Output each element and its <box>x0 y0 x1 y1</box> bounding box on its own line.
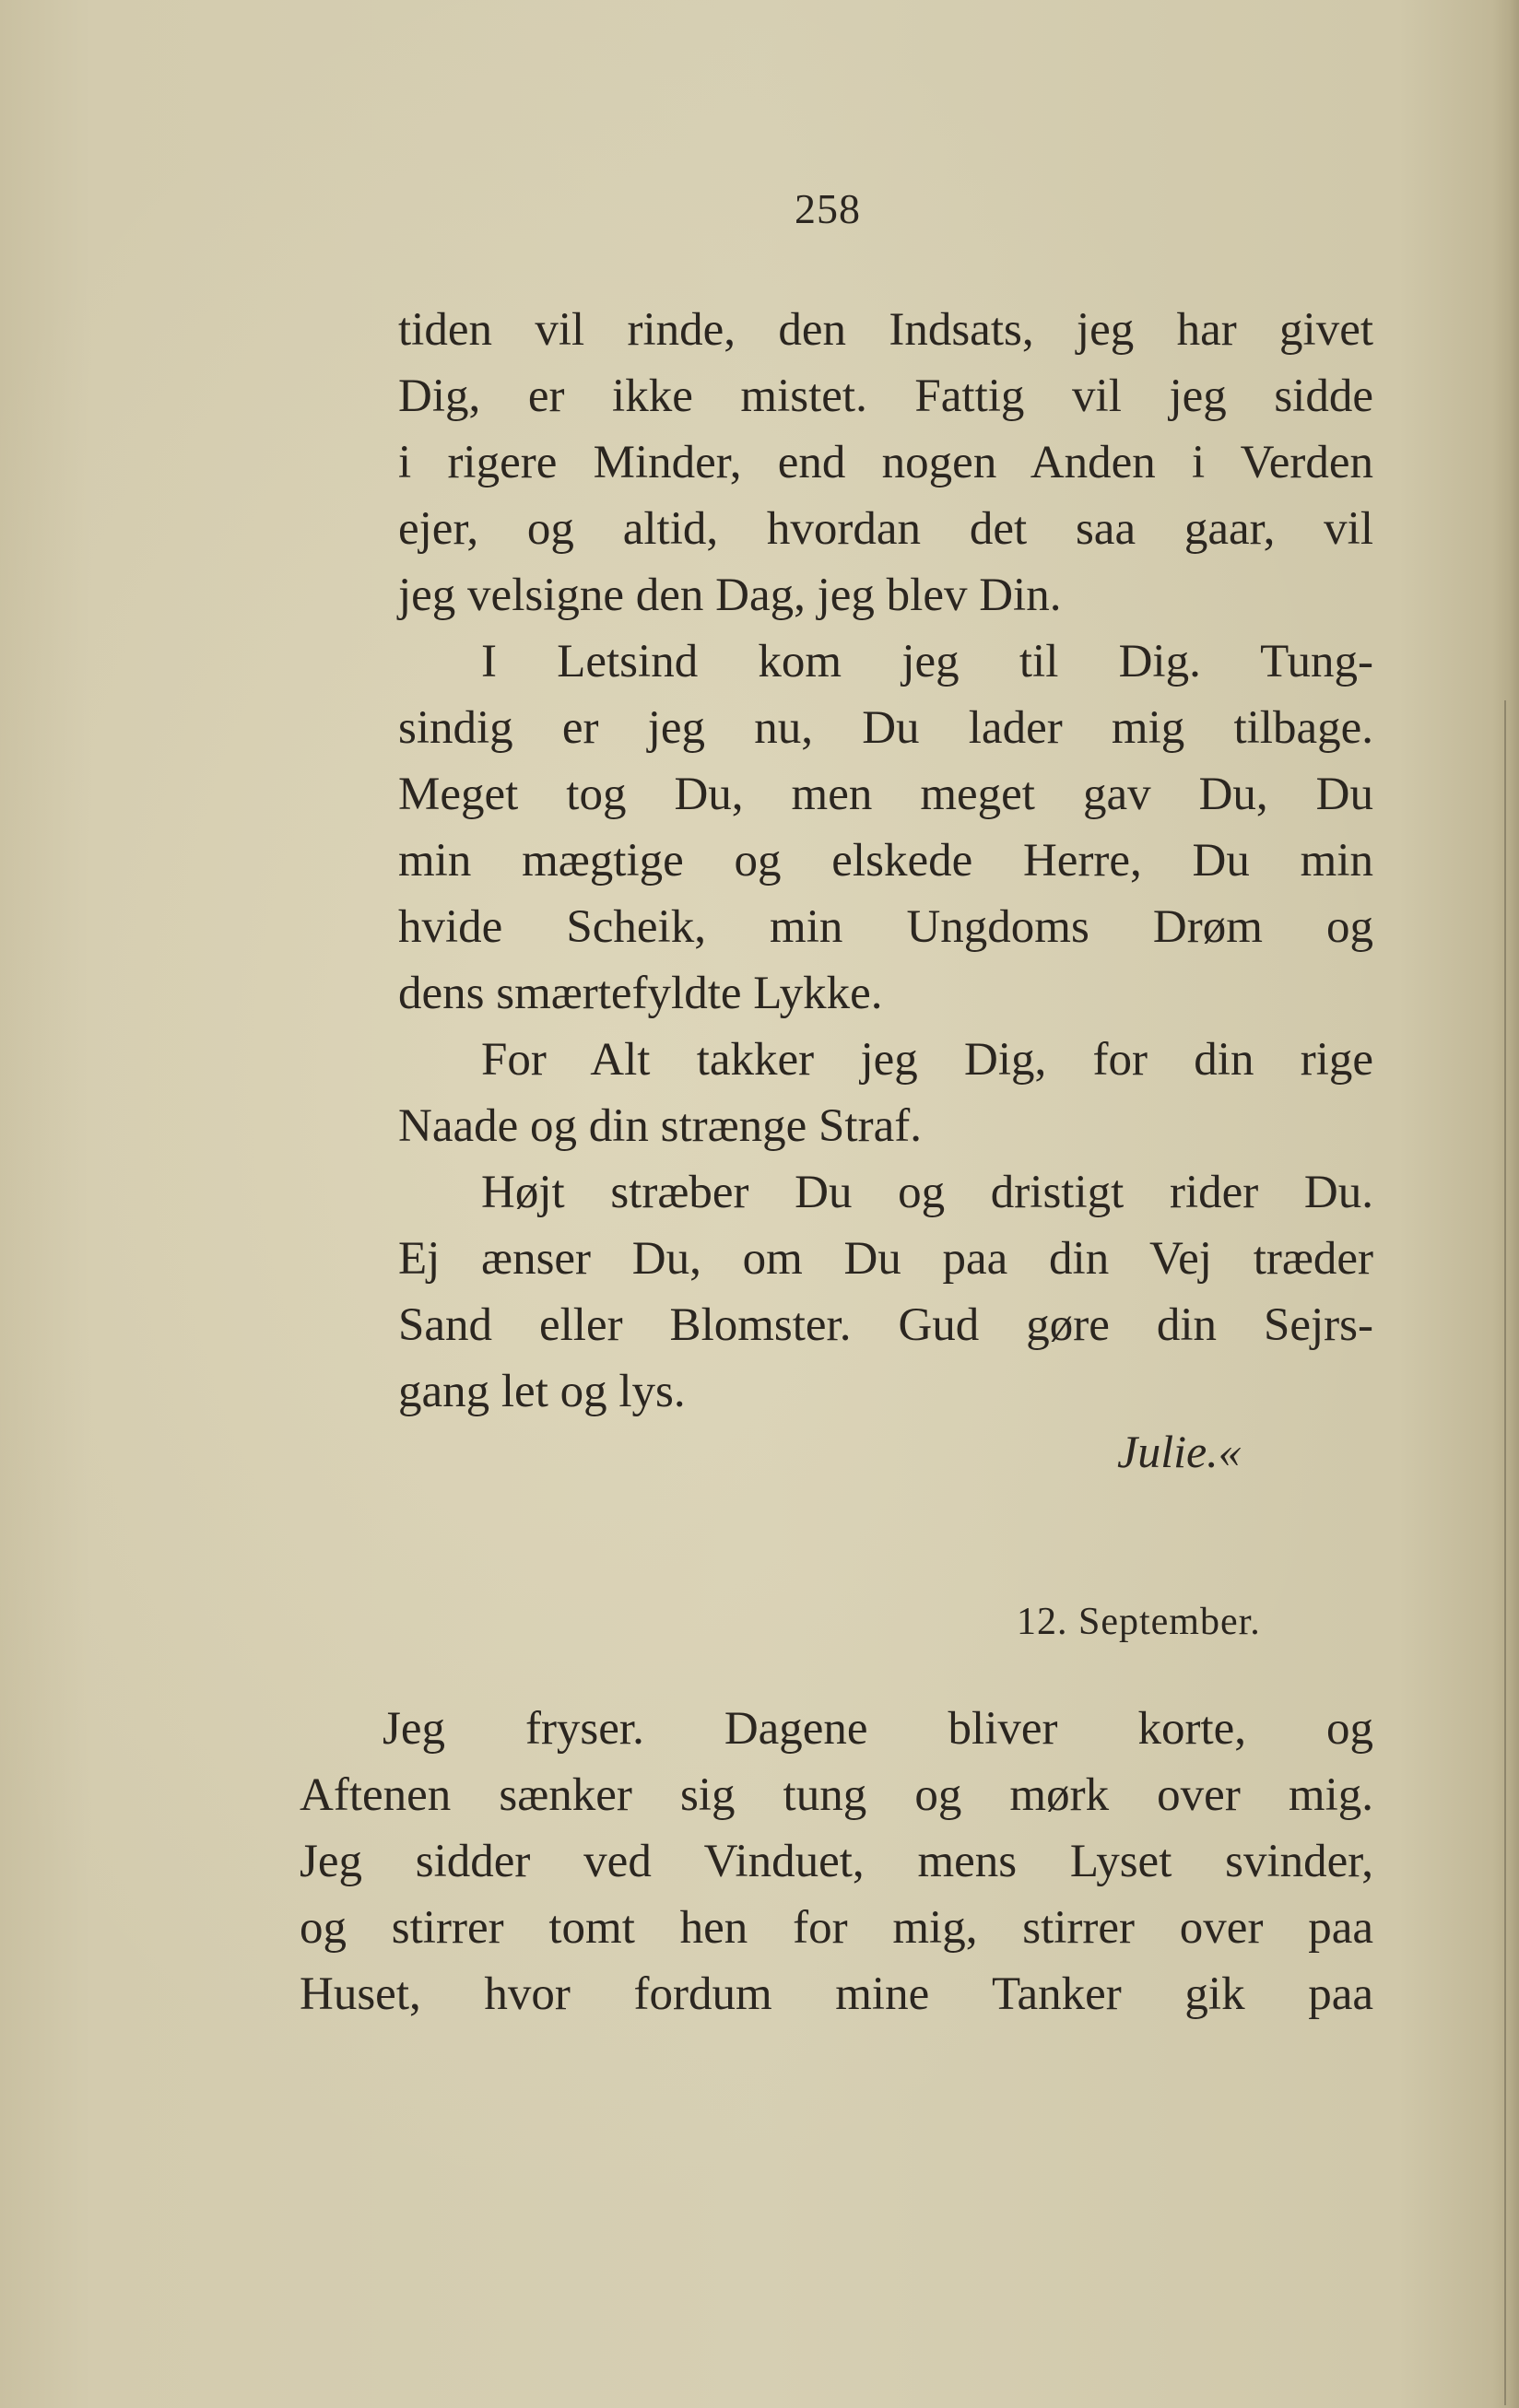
text-line: Højt stræber Du og dristigt rider Du. <box>481 1167 1373 1218</box>
signature: Julie.« <box>1117 1426 1242 1477</box>
page-edge-shadow <box>1493 0 1519 2408</box>
text-line: Huset, hvor fordum mine Tanker gik paa <box>300 1968 1373 2020</box>
text-line: Naade og din strænge Straf. <box>398 1100 922 1152</box>
text-line: Jeg sidder ved Vinduet, mens Lyset svinder, <box>300 1836 1373 1887</box>
text-line: Sand eller Blomster. Gud gøre din Sejrs- <box>398 1299 1373 1351</box>
text-line: Aftenen sænker sig tung og mørk over mig. <box>300 1769 1373 1821</box>
text-line: Jeg fryser. Dagene bliver korte, og <box>383 1703 1373 1755</box>
text-line: For Alt takker jeg Dig, for din rige <box>481 1034 1373 1086</box>
entry-date: 12. September. <box>1017 1601 1261 1643</box>
text-line: ejer, og altid, hvordan det saa gaar, vil <box>398 503 1373 555</box>
text-line: dens smærtefyldte Lykke. <box>398 968 883 1019</box>
text-line: sindig er jeg nu, Du lader mig tilbage. <box>398 702 1373 754</box>
text-line: tiden vil rinde, den Indsats, jeg har givet <box>398 304 1373 356</box>
text-line: og stirrer tomt hen for mig, stirrer over paa <box>300 1902 1373 1954</box>
text-line: Dig, er ikke mistet. Fattig vil jeg sidde <box>398 370 1373 422</box>
text-line: Meget tog Du, men meget gav Du, Du <box>398 769 1373 820</box>
text-line: min mægtige og elskede Herre, Du min <box>398 835 1373 887</box>
text-line: jeg velsigne den Dag, jeg blev Din. <box>398 570 1062 621</box>
text-line: Ej ænser Du, om Du paa din Vej træder <box>398 1233 1373 1285</box>
page-number: 258 <box>795 185 861 232</box>
page-edge-line <box>1504 700 1506 2405</box>
text-line: I Letsind kom jeg til Dig. Tung- <box>481 636 1373 687</box>
text-line: hvide Scheik, min Ungdoms Drøm og <box>398 901 1373 953</box>
text-line: gang let og lys. <box>398 1366 686 1417</box>
text-line: i rigere Minder, end nogen Anden i Verden <box>398 437 1373 488</box>
